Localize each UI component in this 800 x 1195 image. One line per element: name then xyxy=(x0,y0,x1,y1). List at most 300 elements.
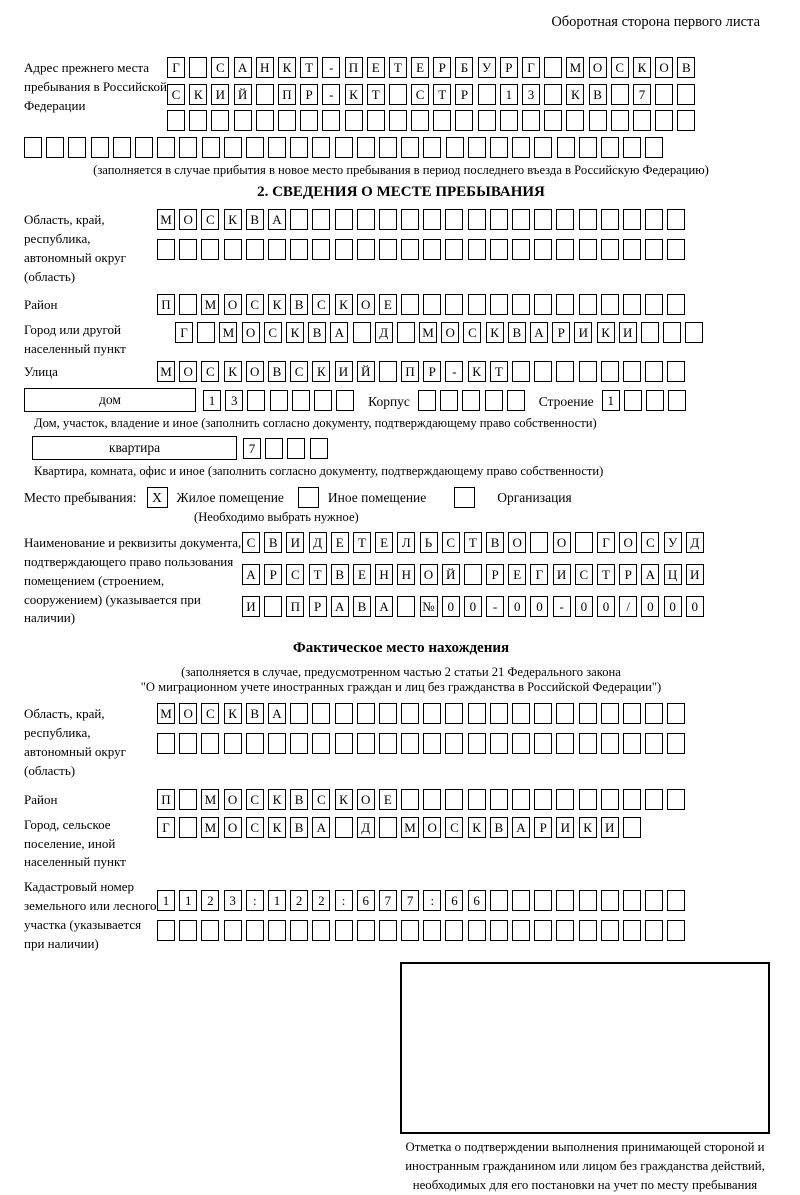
char-cell[interactable] xyxy=(601,209,619,230)
char-cell[interactable]: О xyxy=(420,564,438,585)
char-cell[interactable] xyxy=(645,789,663,810)
char-cell[interactable] xyxy=(663,322,681,343)
char-cell[interactable]: О xyxy=(246,361,264,382)
char-cell[interactable] xyxy=(512,294,530,315)
char-cell[interactable] xyxy=(401,239,419,260)
char-cell[interactable]: Т xyxy=(389,57,407,78)
char-cell[interactable]: Г xyxy=(597,532,615,553)
char-cell[interactable] xyxy=(566,110,584,131)
char-cell[interactable] xyxy=(544,57,562,78)
char-cell[interactable]: / xyxy=(619,596,637,617)
char-cell[interactable]: Н xyxy=(397,564,415,585)
char-cell[interactable] xyxy=(507,390,525,411)
char-cell[interactable] xyxy=(345,110,363,131)
char-cell[interactable] xyxy=(401,209,419,230)
char-cell[interactable] xyxy=(623,703,641,724)
char-cell[interactable]: О xyxy=(224,789,242,810)
char-cell[interactable]: П xyxy=(286,596,304,617)
char-cell[interactable] xyxy=(201,920,219,941)
char-cell[interactable]: К xyxy=(286,322,304,343)
char-cell[interactable]: 1 xyxy=(500,84,518,105)
char-cell[interactable]: Е xyxy=(331,532,349,553)
char-cell[interactable]: И xyxy=(286,532,304,553)
stay-type-checkbox-inoe[interactable] xyxy=(298,487,319,508)
char-cell[interactable] xyxy=(379,137,397,158)
char-cell[interactable]: Л xyxy=(397,532,415,553)
char-cell[interactable] xyxy=(601,703,619,724)
char-cell[interactable] xyxy=(530,532,548,553)
char-cell[interactable] xyxy=(668,390,686,411)
char-cell[interactable] xyxy=(623,294,641,315)
char-cell[interactable] xyxy=(624,390,642,411)
char-cell[interactable]: М xyxy=(401,817,419,838)
char-cell[interactable]: Д xyxy=(309,532,327,553)
char-cell[interactable] xyxy=(667,920,685,941)
char-cell[interactable] xyxy=(544,84,562,105)
char-cell[interactable]: Т xyxy=(597,564,615,585)
char-cell[interactable] xyxy=(202,137,220,158)
char-cell[interactable]: 7 xyxy=(401,890,419,911)
char-cell[interactable]: П xyxy=(278,84,296,105)
char-cell[interactable] xyxy=(645,239,663,260)
char-cell[interactable]: О xyxy=(553,532,571,553)
char-cell[interactable] xyxy=(411,110,429,131)
char-cell[interactable] xyxy=(423,733,441,754)
char-cell[interactable]: 0 xyxy=(686,596,704,617)
char-cell[interactable] xyxy=(478,110,496,131)
char-cell[interactable]: 6 xyxy=(468,890,486,911)
char-cell[interactable]: С xyxy=(201,361,219,382)
char-cell[interactable]: О xyxy=(179,361,197,382)
char-cell[interactable]: И xyxy=(335,361,353,382)
char-cell[interactable] xyxy=(579,239,597,260)
char-cell[interactable]: У xyxy=(664,532,682,553)
char-cell[interactable] xyxy=(601,361,619,382)
char-cell[interactable]: - xyxy=(486,596,504,617)
char-cell[interactable] xyxy=(445,789,463,810)
char-cell[interactable]: Т xyxy=(309,564,327,585)
char-cell[interactable] xyxy=(68,137,86,158)
char-cell[interactable] xyxy=(246,920,264,941)
char-cell[interactable]: С xyxy=(246,817,264,838)
char-cell[interactable] xyxy=(278,110,296,131)
char-cell[interactable] xyxy=(579,733,597,754)
char-cell[interactable] xyxy=(623,890,641,911)
char-cell[interactable] xyxy=(357,209,375,230)
char-cell[interactable] xyxy=(211,110,229,131)
char-cell[interactable] xyxy=(423,209,441,230)
char-cell[interactable]: - xyxy=(553,596,571,617)
char-cell[interactable] xyxy=(490,920,508,941)
char-cell[interactable]: О xyxy=(423,817,441,838)
char-cell[interactable] xyxy=(645,890,663,911)
char-cell[interactable] xyxy=(589,110,607,131)
char-cell[interactable]: Е xyxy=(353,564,371,585)
char-cell[interactable] xyxy=(534,890,552,911)
char-cell[interactable]: О xyxy=(589,57,607,78)
char-cell[interactable]: В xyxy=(268,361,286,382)
char-cell[interactable]: 0 xyxy=(664,596,682,617)
char-cell[interactable] xyxy=(179,294,197,315)
char-cell[interactable] xyxy=(556,703,574,724)
char-cell[interactable] xyxy=(601,890,619,911)
char-cell[interactable]: Ь xyxy=(420,532,438,553)
char-cell[interactable]: К xyxy=(633,57,651,78)
char-cell[interactable]: К xyxy=(468,361,486,382)
char-cell[interactable]: В xyxy=(508,322,526,343)
char-cell[interactable] xyxy=(335,817,353,838)
char-cell[interactable]: О xyxy=(357,294,375,315)
char-cell[interactable] xyxy=(645,920,663,941)
char-cell[interactable] xyxy=(157,733,175,754)
char-cell[interactable] xyxy=(601,733,619,754)
char-cell[interactable] xyxy=(335,703,353,724)
char-cell[interactable] xyxy=(312,733,330,754)
char-cell[interactable] xyxy=(290,209,308,230)
char-cell[interactable]: 1 xyxy=(179,890,197,911)
char-cell[interactable] xyxy=(490,209,508,230)
char-cell[interactable] xyxy=(335,209,353,230)
char-cell[interactable]: - xyxy=(322,57,340,78)
char-cell[interactable]: М xyxy=(219,322,237,343)
char-cell[interactable] xyxy=(379,239,397,260)
char-cell[interactable] xyxy=(667,890,685,911)
char-cell[interactable] xyxy=(490,890,508,911)
char-cell[interactable] xyxy=(645,733,663,754)
char-cell[interactable]: 3 xyxy=(224,890,242,911)
char-cell[interactable]: Е xyxy=(367,57,385,78)
char-cell[interactable] xyxy=(357,733,375,754)
char-cell[interactable] xyxy=(46,137,64,158)
char-cell[interactable] xyxy=(423,703,441,724)
char-cell[interactable] xyxy=(268,733,286,754)
char-cell[interactable] xyxy=(468,733,486,754)
char-cell[interactable] xyxy=(256,110,274,131)
char-cell[interactable]: Р xyxy=(423,361,441,382)
char-cell[interactable]: К xyxy=(224,209,242,230)
char-cell[interactable]: В xyxy=(290,817,308,838)
char-cell[interactable] xyxy=(534,733,552,754)
char-cell[interactable] xyxy=(157,920,175,941)
char-cell[interactable] xyxy=(389,84,407,105)
char-cell[interactable]: С xyxy=(246,789,264,810)
char-cell[interactable] xyxy=(179,817,197,838)
char-cell[interactable] xyxy=(667,789,685,810)
char-cell[interactable] xyxy=(611,84,629,105)
char-cell[interactable] xyxy=(401,703,419,724)
char-cell[interactable]: М xyxy=(201,789,219,810)
char-cell[interactable] xyxy=(645,361,663,382)
char-cell[interactable]: Р xyxy=(309,596,327,617)
char-cell[interactable]: Т xyxy=(367,84,385,105)
char-cell[interactable] xyxy=(462,390,480,411)
char-cell[interactable] xyxy=(379,361,397,382)
char-cell[interactable]: О xyxy=(619,532,637,553)
char-cell[interactable]: Т xyxy=(353,532,371,553)
char-cell[interactable] xyxy=(655,110,673,131)
char-cell[interactable] xyxy=(512,137,530,158)
char-cell[interactable] xyxy=(379,703,397,724)
char-cell[interactable]: А xyxy=(234,57,252,78)
char-cell[interactable]: Ц xyxy=(664,564,682,585)
char-cell[interactable] xyxy=(667,703,685,724)
char-cell[interactable] xyxy=(623,733,641,754)
char-cell[interactable]: 2 xyxy=(201,890,219,911)
char-cell[interactable]: В xyxy=(490,817,508,838)
char-cell[interactable]: Т xyxy=(433,84,451,105)
char-cell[interactable] xyxy=(335,137,353,158)
char-cell[interactable]: 2 xyxy=(290,890,308,911)
char-cell[interactable] xyxy=(468,239,486,260)
char-cell[interactable] xyxy=(641,322,659,343)
char-cell[interactable] xyxy=(601,294,619,315)
char-cell[interactable] xyxy=(167,110,185,131)
char-cell[interactable] xyxy=(667,361,685,382)
char-cell[interactable] xyxy=(579,209,597,230)
char-cell[interactable] xyxy=(401,137,419,158)
char-cell[interactable] xyxy=(234,110,252,131)
char-cell[interactable]: 6 xyxy=(445,890,463,911)
char-cell[interactable] xyxy=(401,920,419,941)
char-cell[interactable]: Г xyxy=(167,57,185,78)
char-cell[interactable]: Г xyxy=(175,322,193,343)
char-cell[interactable] xyxy=(468,703,486,724)
char-cell[interactable]: Р xyxy=(552,322,570,343)
char-cell[interactable] xyxy=(512,209,530,230)
char-cell[interactable] xyxy=(440,390,458,411)
char-cell[interactable] xyxy=(579,920,597,941)
char-cell[interactable] xyxy=(389,110,407,131)
char-cell[interactable]: В xyxy=(246,703,264,724)
char-cell[interactable]: Р xyxy=(433,57,451,78)
char-cell[interactable] xyxy=(113,137,131,158)
char-cell[interactable]: А xyxy=(375,596,393,617)
char-cell[interactable]: К xyxy=(579,817,597,838)
char-cell[interactable] xyxy=(557,137,575,158)
char-cell[interactable]: 0 xyxy=(575,596,593,617)
char-cell[interactable] xyxy=(224,239,242,260)
char-cell[interactable]: 2 xyxy=(312,890,330,911)
char-cell[interactable] xyxy=(336,390,354,411)
char-cell[interactable]: 7 xyxy=(243,438,261,459)
char-cell[interactable] xyxy=(201,733,219,754)
char-cell[interactable] xyxy=(312,137,330,158)
char-cell[interactable]: А xyxy=(268,703,286,724)
char-cell[interactable] xyxy=(601,920,619,941)
char-cell[interactable] xyxy=(179,137,197,158)
char-cell[interactable] xyxy=(401,733,419,754)
char-cell[interactable]: В xyxy=(353,596,371,617)
char-cell[interactable] xyxy=(264,596,282,617)
char-cell[interactable] xyxy=(490,294,508,315)
char-cell[interactable]: Д xyxy=(357,817,375,838)
char-cell[interactable]: : xyxy=(246,890,264,911)
char-cell[interactable] xyxy=(310,438,328,459)
char-cell[interactable] xyxy=(512,890,530,911)
char-cell[interactable]: О xyxy=(357,789,375,810)
char-cell[interactable]: Г xyxy=(530,564,548,585)
char-cell[interactable]: 1 xyxy=(602,390,620,411)
char-cell[interactable] xyxy=(534,294,552,315)
char-cell[interactable]: Г xyxy=(522,57,540,78)
char-cell[interactable]: Р xyxy=(300,84,318,105)
char-cell[interactable]: К xyxy=(312,361,330,382)
char-cell[interactable] xyxy=(623,817,641,838)
char-cell[interactable] xyxy=(579,789,597,810)
char-cell[interactable] xyxy=(556,294,574,315)
char-cell[interactable]: Д xyxy=(686,532,704,553)
char-cell[interactable] xyxy=(575,532,593,553)
char-cell[interactable]: О xyxy=(655,57,673,78)
char-cell[interactable]: И xyxy=(211,84,229,105)
char-cell[interactable] xyxy=(601,239,619,260)
char-cell[interactable]: Д xyxy=(375,322,393,343)
char-cell[interactable]: 3 xyxy=(225,390,243,411)
char-cell[interactable] xyxy=(312,703,330,724)
char-cell[interactable] xyxy=(534,209,552,230)
char-cell[interactable] xyxy=(445,239,463,260)
char-cell[interactable] xyxy=(512,733,530,754)
char-cell[interactable] xyxy=(601,137,619,158)
char-cell[interactable] xyxy=(579,890,597,911)
char-cell[interactable] xyxy=(91,137,109,158)
char-cell[interactable] xyxy=(433,110,451,131)
char-cell[interactable] xyxy=(677,84,695,105)
char-cell[interactable] xyxy=(197,322,215,343)
char-cell[interactable] xyxy=(556,239,574,260)
char-cell[interactable]: А xyxy=(512,817,530,838)
char-cell[interactable] xyxy=(379,733,397,754)
char-cell[interactable]: П xyxy=(401,361,419,382)
char-cell[interactable]: В xyxy=(331,564,349,585)
char-cell[interactable] xyxy=(623,920,641,941)
char-cell[interactable] xyxy=(623,361,641,382)
char-cell[interactable] xyxy=(655,84,673,105)
char-cell[interactable]: У xyxy=(478,57,496,78)
char-cell[interactable] xyxy=(335,239,353,260)
stay-type-checkbox-zhiloe[interactable]: X xyxy=(147,487,168,508)
char-cell[interactable]: С xyxy=(641,532,659,553)
char-cell[interactable] xyxy=(556,789,574,810)
char-cell[interactable]: М xyxy=(201,294,219,315)
char-cell[interactable]: К xyxy=(597,322,615,343)
char-cell[interactable] xyxy=(246,733,264,754)
char-cell[interactable]: С xyxy=(246,294,264,315)
char-cell[interactable] xyxy=(312,920,330,941)
char-cell[interactable]: К xyxy=(468,817,486,838)
char-cell[interactable] xyxy=(611,110,629,131)
char-cell[interactable] xyxy=(445,920,463,941)
char-cell[interactable] xyxy=(579,703,597,724)
char-cell[interactable]: Б xyxy=(455,57,473,78)
char-cell[interactable]: С xyxy=(242,532,260,553)
char-cell[interactable] xyxy=(179,920,197,941)
char-cell[interactable]: К xyxy=(268,789,286,810)
char-cell[interactable]: С xyxy=(167,84,185,105)
char-cell[interactable]: А xyxy=(530,322,548,343)
char-cell[interactable]: М xyxy=(419,322,437,343)
char-cell[interactable]: И xyxy=(553,564,571,585)
char-cell[interactable] xyxy=(445,294,463,315)
char-cell[interactable] xyxy=(534,920,552,941)
char-cell[interactable] xyxy=(445,733,463,754)
char-cell[interactable]: И xyxy=(574,322,592,343)
char-cell[interactable]: В xyxy=(290,294,308,315)
char-cell[interactable]: С xyxy=(611,57,629,78)
char-cell[interactable]: К xyxy=(278,57,296,78)
char-cell[interactable]: Р xyxy=(486,564,504,585)
char-cell[interactable] xyxy=(490,703,508,724)
char-cell[interactable] xyxy=(179,733,197,754)
char-cell[interactable] xyxy=(522,110,540,131)
char-cell[interactable] xyxy=(500,110,518,131)
char-cell[interactable] xyxy=(287,438,305,459)
char-cell[interactable]: № xyxy=(420,596,438,617)
char-cell[interactable]: М xyxy=(566,57,584,78)
char-cell[interactable] xyxy=(633,110,651,131)
char-cell[interactable]: И xyxy=(686,564,704,585)
char-cell[interactable] xyxy=(667,209,685,230)
char-cell[interactable] xyxy=(544,110,562,131)
char-cell[interactable]: К xyxy=(335,294,353,315)
char-cell[interactable] xyxy=(623,239,641,260)
char-cell[interactable] xyxy=(623,137,641,158)
char-cell[interactable] xyxy=(468,137,486,158)
char-cell[interactable]: О xyxy=(508,532,526,553)
char-cell[interactable]: Р xyxy=(500,57,518,78)
char-cell[interactable]: А xyxy=(268,209,286,230)
char-cell[interactable] xyxy=(445,209,463,230)
char-cell[interactable]: В xyxy=(290,789,308,810)
char-cell[interactable]: Н xyxy=(375,564,393,585)
char-cell[interactable] xyxy=(512,239,530,260)
char-cell[interactable] xyxy=(335,733,353,754)
char-cell[interactable] xyxy=(534,239,552,260)
char-cell[interactable]: К xyxy=(189,84,207,105)
char-cell[interactable]: С xyxy=(312,294,330,315)
char-cell[interactable] xyxy=(224,920,242,941)
char-cell[interactable] xyxy=(322,110,340,131)
char-cell[interactable]: О xyxy=(224,817,242,838)
char-cell[interactable]: О xyxy=(179,209,197,230)
char-cell[interactable] xyxy=(179,239,197,260)
char-cell[interactable] xyxy=(534,789,552,810)
char-cell[interactable]: 3 xyxy=(522,84,540,105)
char-cell[interactable]: - xyxy=(322,84,340,105)
char-cell[interactable] xyxy=(490,733,508,754)
char-cell[interactable]: Р xyxy=(534,817,552,838)
char-cell[interactable] xyxy=(490,137,508,158)
char-cell[interactable]: 7 xyxy=(633,84,651,105)
char-cell[interactable] xyxy=(468,920,486,941)
char-cell[interactable]: - xyxy=(445,361,463,382)
char-cell[interactable] xyxy=(179,789,197,810)
char-cell[interactable] xyxy=(556,209,574,230)
char-cell[interactable] xyxy=(645,703,663,724)
char-cell[interactable] xyxy=(423,137,441,158)
char-cell[interactable]: С xyxy=(201,703,219,724)
char-cell[interactable] xyxy=(189,110,207,131)
char-cell[interactable]: Е xyxy=(411,57,429,78)
char-cell[interactable]: С xyxy=(463,322,481,343)
char-cell[interactable] xyxy=(446,137,464,158)
char-cell[interactable] xyxy=(290,703,308,724)
char-cell[interactable] xyxy=(579,294,597,315)
char-cell[interactable]: О xyxy=(441,322,459,343)
char-cell[interactable]: К xyxy=(224,703,242,724)
char-cell[interactable]: И xyxy=(601,817,619,838)
char-cell[interactable] xyxy=(418,390,436,411)
